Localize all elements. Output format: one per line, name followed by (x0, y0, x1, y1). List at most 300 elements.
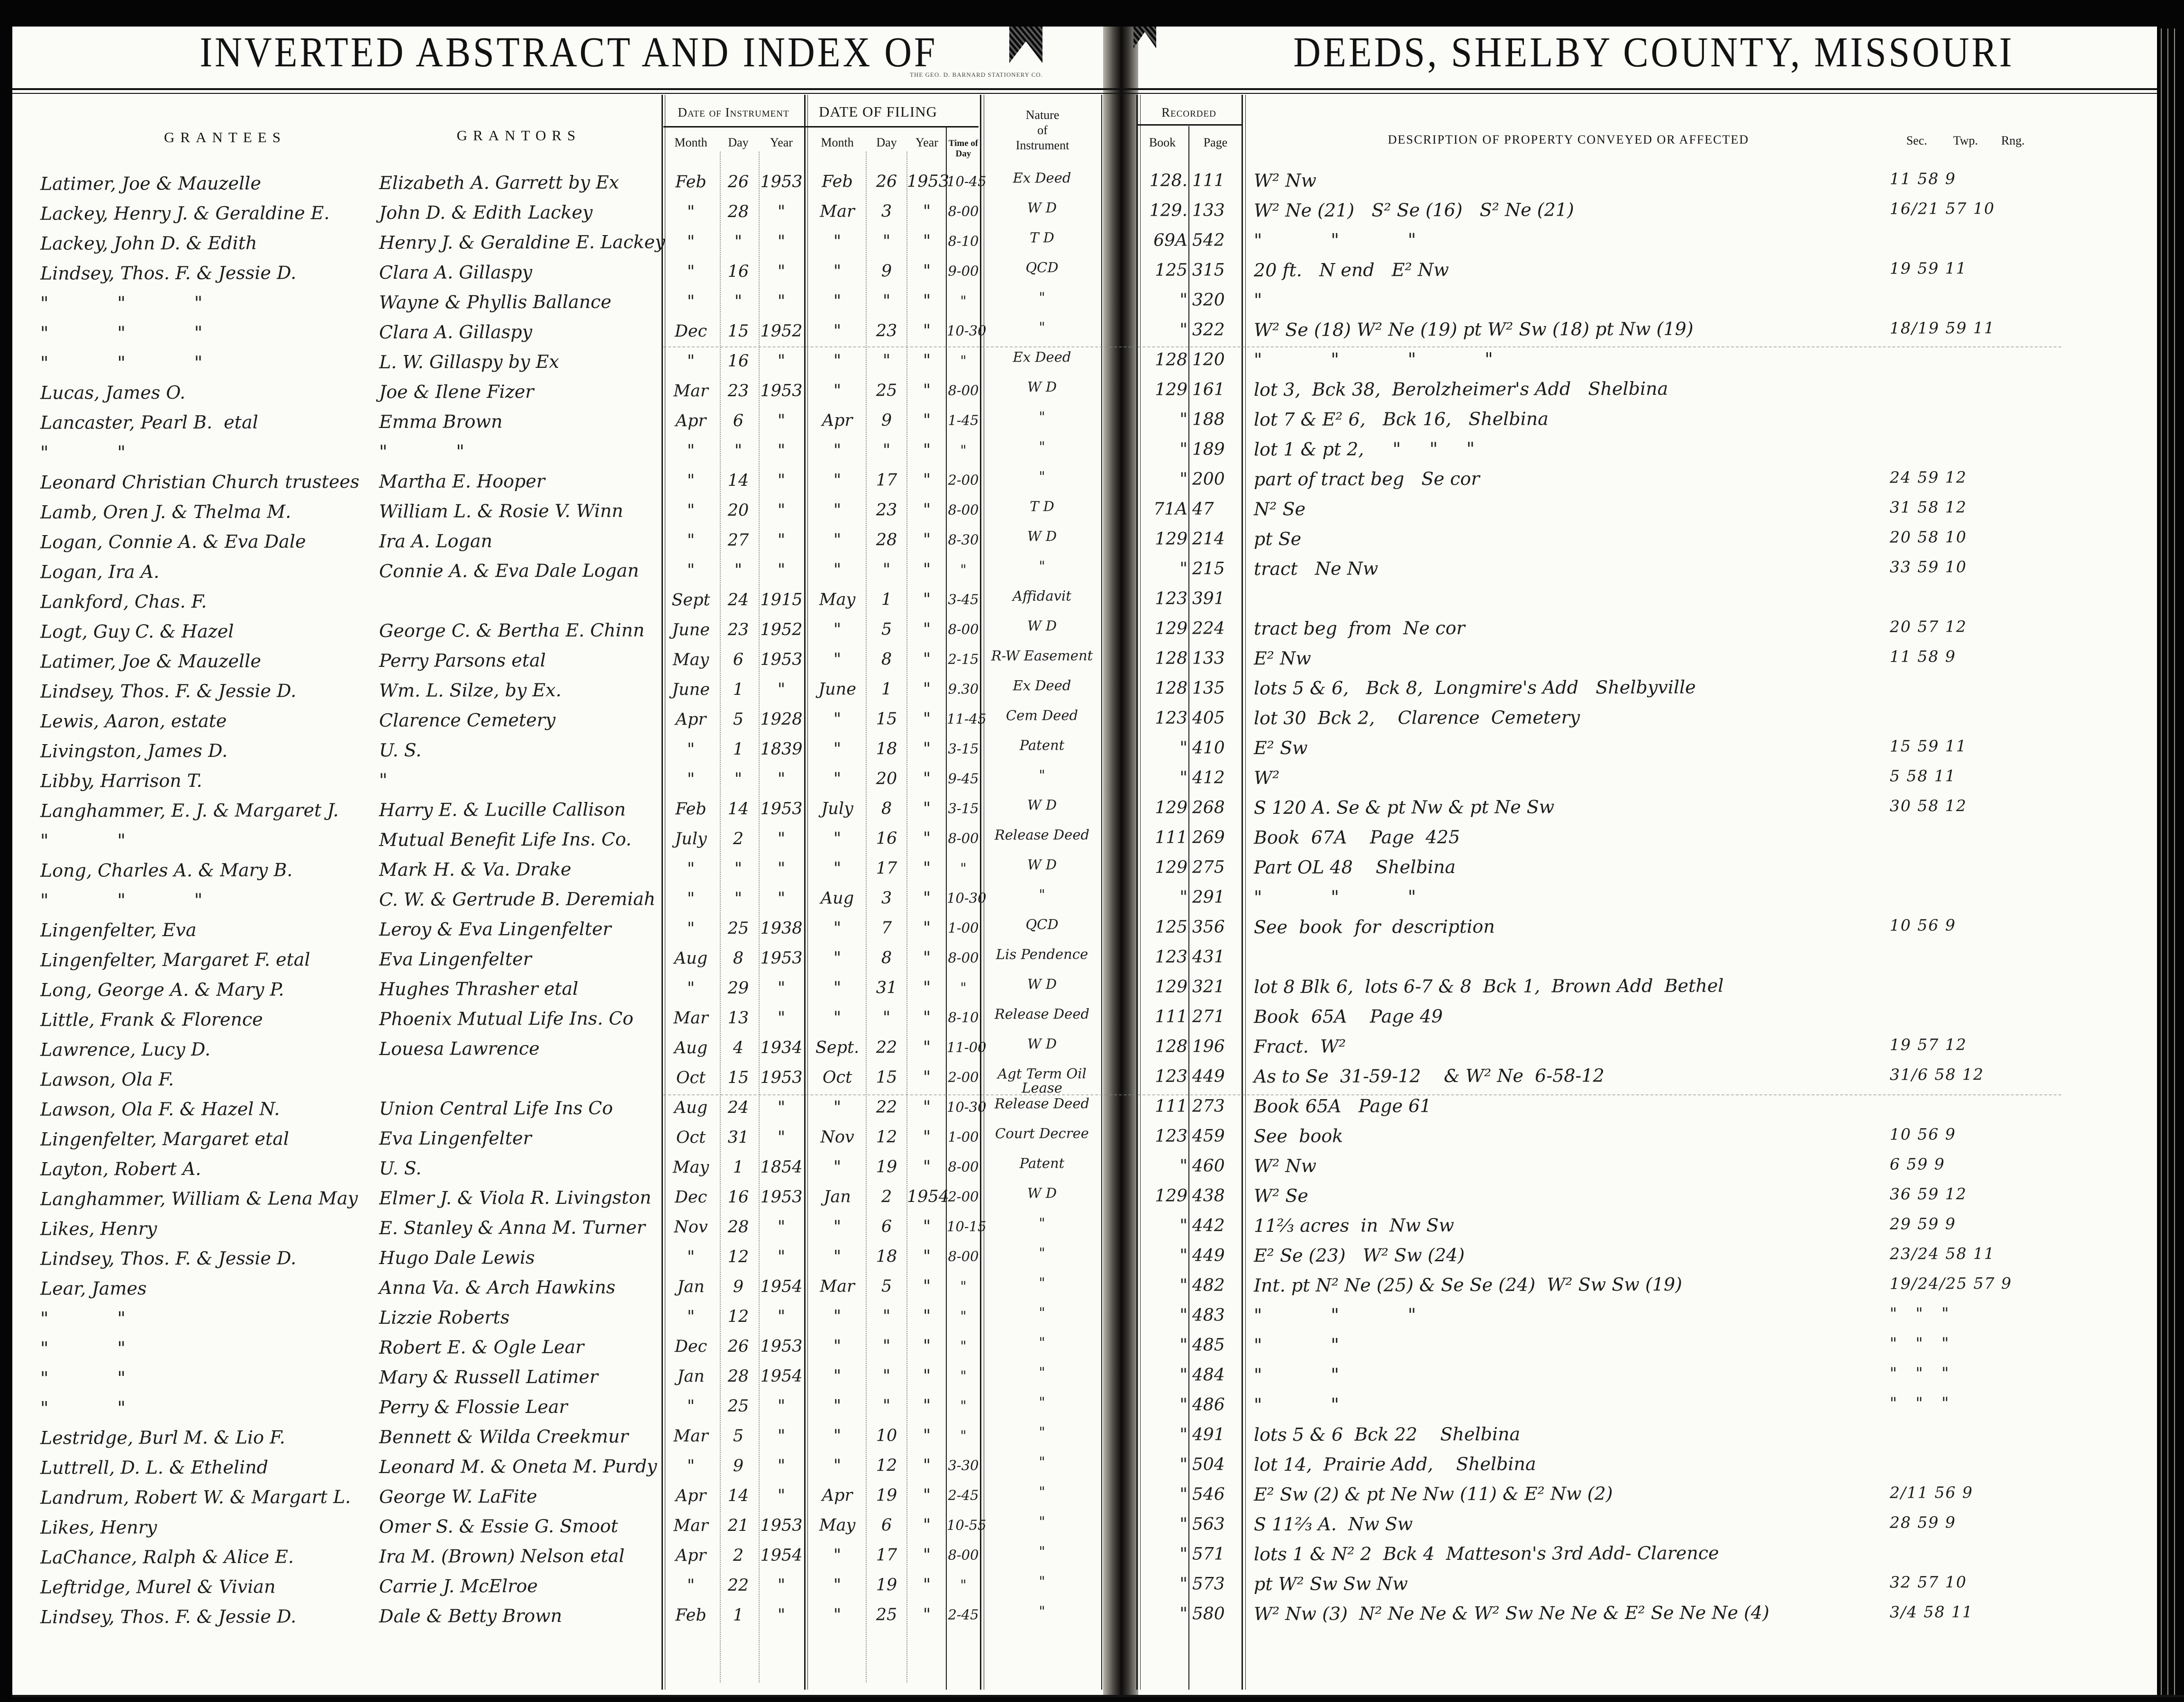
cell-inst_month: " (687, 471, 695, 491)
cell-inst_month: Mar (673, 1009, 708, 1028)
cell-file_month: " (833, 1546, 842, 1565)
ledger-row (0, 164, 2184, 200)
scan-border-top (0, 0, 2184, 27)
cell-page: 580 (1192, 1604, 1225, 1624)
cell-inst_day: 15 (727, 321, 749, 341)
cell-time_of_day: " (960, 1427, 967, 1444)
cell-sec_twp_rng: 30 58 12 (1889, 796, 1967, 815)
ledger-row (0, 1179, 2184, 1215)
cell-page: 412 (1192, 768, 1225, 788)
cell-inst_month: " (687, 441, 695, 461)
cell-grantee: Libby, Harrison T. (40, 770, 202, 792)
cell-grantee: " " (40, 1338, 126, 1359)
cell-inst_year: " (777, 1128, 786, 1147)
cell-nature_of_instrument: W D (1027, 200, 1057, 216)
cell-grantee: Lingenfelter, Margaret F. etal (40, 949, 310, 971)
cell-inst_year: " (777, 859, 786, 878)
cell-page: 321 (1192, 977, 1225, 997)
ledger-row (0, 970, 2184, 1006)
cell-grantor: Mark H. & Va. Drake (379, 858, 571, 880)
cell-nature_of_instrument: " (1039, 1454, 1045, 1470)
cell-time_of_day: " (960, 1367, 967, 1384)
cell-grantor: Robert E. & Ogle Lear (379, 1336, 584, 1358)
ledger-row (0, 522, 2184, 558)
cell-sec_twp_rng: 23/24 58 11 (1889, 1244, 1995, 1263)
col-header-sec: Sec. (1906, 134, 1928, 147)
cell-grantee: Lindsey, Thos. F. & Jessie D. (40, 262, 297, 284)
cell-grantee: Lancaster, Pearl B. etal (40, 411, 258, 433)
cell-page: 410 (1192, 738, 1225, 758)
cell-inst_day: 2 (733, 829, 744, 848)
ledger-row (0, 373, 2184, 409)
cell-grantee: Leonard Christian Church trustees (40, 471, 360, 493)
ledger-row (0, 224, 2184, 259)
cell-inst_year: 1953 (760, 172, 803, 191)
cell-nature_of_instrument: " (1039, 409, 1045, 425)
cell-grantee: " " " (40, 352, 203, 373)
cell-inst_day: " (734, 859, 743, 878)
cell-file_day: 8 (881, 948, 892, 968)
cell-time_of_day: 2-45 (948, 1487, 979, 1503)
cell-sec_twp_rng: 10 56 9 (1889, 1125, 1957, 1144)
cell-inst_year: " (777, 978, 786, 998)
cell-inst_year: " (777, 1605, 786, 1625)
cell-nature_of_instrument: W D (1027, 1036, 1057, 1052)
cell-inst_year: " (777, 1247, 786, 1266)
cell-grantee: Lucas, James O. (40, 382, 186, 403)
cell-page: 459 (1192, 1126, 1225, 1146)
cell-inst_year: " (777, 1217, 786, 1237)
ledger-row (0, 313, 2184, 349)
ledger-row (0, 1090, 2184, 1125)
cell-inst_day: 9 (733, 1456, 744, 1475)
date-subrule (663, 126, 979, 127)
cell-description: lots 5 & 6 Bck 22 Shelbina (1253, 1423, 1521, 1446)
cell-inst_month: " (687, 1576, 695, 1595)
cell-book: 128 (1155, 350, 1188, 370)
cell-description: " " (1253, 1394, 1339, 1416)
cell-inst_year: " (777, 1486, 786, 1505)
cell-inst_year: " (777, 351, 786, 371)
cell-time_of_day: " (960, 352, 967, 369)
cell-file_month: " (833, 530, 842, 550)
cell-inst_day: 6 (733, 411, 744, 430)
cell-time_of_day: " (960, 979, 967, 996)
ledger-row (0, 1329, 2184, 1364)
cell-grantor: William L. & Rosie V. Winn (379, 500, 624, 522)
cell-description: Book 65A Page 49 (1253, 1006, 1443, 1028)
cell-grantor: Eva Lingenfelter (379, 1128, 532, 1149)
cell-nature_of_instrument: W D (1027, 976, 1057, 992)
ledger-row (0, 881, 2184, 916)
cell-book: 123 (1155, 1066, 1188, 1086)
cell-inst_year: " (777, 291, 786, 311)
cell-file_year: " (923, 858, 931, 878)
cell-inst_month: " (687, 262, 695, 282)
cell-description: lot 3, Bck 38, Berolzheimer's Add Shelbina (1253, 378, 1668, 400)
cell-file_year: " (923, 649, 931, 669)
cell-grantor: Wm. L. Silze, by Ex. (379, 679, 562, 701)
cell-file_month: " (833, 1337, 842, 1356)
cell-file_day: " (882, 1008, 891, 1028)
cell-book: 69A (1153, 230, 1188, 250)
cell-page: 269 (1192, 828, 1225, 847)
cell-time_of_day: 3-15 (948, 800, 979, 817)
cell-inst_year: " (777, 471, 786, 490)
cell-file_month: Apr (822, 1486, 853, 1505)
cell-file_month: " (833, 560, 842, 580)
cell-inst_year: " (777, 1575, 786, 1595)
cell-file_year: " (923, 1426, 931, 1445)
subheader-file-month: Month (821, 136, 854, 149)
cell-inst_month: Oct (676, 1128, 706, 1147)
cell-nature_of_instrument: Court Decree (995, 1125, 1089, 1142)
cell-inst_month: Mar (673, 1427, 708, 1446)
cell-time_of_day: 10-30 (946, 322, 987, 339)
cell-nature_of_instrument: " (1039, 886, 1045, 903)
cell-file_year: " (923, 918, 931, 937)
cell-nature_of_instrument: " (1039, 1513, 1045, 1530)
cell-inst_month: Mar (673, 1516, 708, 1536)
cell-description: W² Se (1253, 1185, 1308, 1207)
cell-file_day: 3 (881, 202, 892, 221)
ledger-row (0, 1538, 2184, 1573)
cell-file_year: " (923, 1545, 931, 1565)
cell-inst_day: 27 (727, 530, 749, 550)
header-rule (12, 88, 2157, 90)
cell-sec_twp_rng: 28 59 9 (1889, 1513, 1957, 1532)
cell-time_of_day: " (960, 1576, 967, 1593)
cell-grantee: Likes, Henry (40, 1218, 157, 1239)
cell-inst_day: 8 (733, 948, 744, 968)
cell-sec_twp_rng: " " " (1889, 1393, 1950, 1412)
cell-inst_day: 26 (727, 1337, 749, 1356)
cell-file_day: 25 (876, 381, 897, 400)
cell-grantor: George C. & Bertha E. Chinn (379, 619, 645, 641)
cell-page: 189 (1192, 439, 1225, 459)
cell-file_month: " (833, 1396, 842, 1416)
ledger-row (0, 1269, 2184, 1304)
cell-time_of_day: 9-45 (948, 770, 979, 787)
cell-inst_month: Dec (674, 1188, 707, 1207)
ledger-row (0, 433, 2184, 468)
cell-page: 271 (1192, 1007, 1225, 1027)
cell-inst_year: 1953 (760, 1068, 803, 1087)
cell-inst_day: 12 (727, 1247, 749, 1267)
cell-inst_year: 1839 (760, 739, 803, 759)
cell-grantee: Little, Frank & Florence (40, 1009, 263, 1030)
cell-file_month: " (833, 1426, 842, 1446)
cell-grantor: John D. & Edith Lackey (379, 201, 593, 223)
cell-inst_day: 15 (727, 1068, 749, 1088)
cell-grantee: Lankford, Chas. F. (40, 591, 207, 612)
cell-grantor: Elizabeth A. Garrett by Ex (379, 172, 619, 193)
cell-description: Book 65A Page 61 (1253, 1095, 1432, 1117)
cell-book: 128. (1149, 171, 1188, 191)
cell-page: 442 (1192, 1216, 1225, 1236)
cell-sec_twp_rng: " " " (1889, 1334, 1950, 1353)
cell-file_day: 5 (881, 1277, 892, 1296)
cell-nature_of_instrument: " (1039, 1334, 1045, 1351)
cell-book: " (1179, 1574, 1188, 1594)
ledger-row (0, 403, 2184, 438)
cell-time_of_day: " (960, 561, 967, 578)
cell-inst_day: " (734, 769, 743, 789)
cell-description: W² Se (18) W² Ne (19) pt W² Sw (18) pt Nw (19) (1253, 318, 1694, 341)
cell-file_month: " (833, 739, 842, 759)
cell-inst_day: 29 (727, 978, 749, 998)
cell-nature_of_instrument: W D (1027, 797, 1057, 813)
cell-time_of_day: 8-00 (948, 382, 979, 399)
cell-file_month: " (833, 1217, 842, 1237)
cell-file_month: Mar (820, 202, 855, 221)
cell-inst_year: 1928 (760, 710, 803, 729)
cell-page: 135 (1192, 678, 1225, 698)
cell-inst_month: Aug (674, 1098, 708, 1118)
cell-nature_of_instrument: Agt Term Oil Lease (997, 1065, 1087, 1096)
cell-grantor: Phoenix Mutual Life Ins. Co (379, 1008, 634, 1029)
cell-file_year: " (923, 1306, 931, 1326)
cell-book: 128 (1155, 648, 1188, 668)
cell-grantor: Omer S. & Essie G. Smoot (379, 1515, 618, 1537)
cell-inst_month: Oct (676, 1068, 706, 1088)
cell-inst_day: 28 (727, 202, 749, 222)
cell-inst_month: Sept (671, 591, 710, 610)
cell-file_month: Sept. (815, 1038, 860, 1057)
ledger-row (0, 1358, 2184, 1394)
col-header-twp: Twp. (1953, 134, 1978, 147)
cell-file_month: " (833, 232, 842, 251)
cell-time_of_day: 8-00 (948, 949, 979, 966)
cell-inst_year: 1954 (760, 1546, 803, 1565)
cell-nature_of_instrument: Patent (1019, 737, 1065, 754)
cell-file_year: " (923, 1217, 931, 1236)
cell-inst_year: 1953 (760, 1516, 803, 1535)
cell-book: " (1179, 1246, 1188, 1265)
cell-file_month: " (833, 859, 842, 878)
ledger-row (0, 761, 2184, 797)
col-header-grantees: GRANTEES (164, 129, 286, 146)
cell-time_of_day: 8-00 (948, 830, 979, 846)
subheader-inst-year: Year (770, 136, 793, 149)
cell-file_year: " (923, 948, 931, 967)
cell-time_of_day: 1-45 (948, 412, 979, 428)
cell-inst_year: 1854 (760, 1157, 803, 1177)
cell-page: 315 (1192, 260, 1225, 280)
cell-inst_day: " (734, 291, 743, 311)
cell-file_month: " (833, 978, 842, 998)
cell-inst_day: 13 (727, 1008, 749, 1028)
cell-description: E² Nw (1253, 647, 1311, 669)
cell-inst_month: " (687, 501, 695, 520)
cell-description: See book (1253, 1125, 1343, 1147)
cell-nature_of_instrument: " (1039, 1304, 1045, 1321)
subheader-file-year: Year (915, 136, 938, 149)
cell-inst_month: Feb (675, 1606, 707, 1625)
cell-file_day: " (882, 1366, 891, 1386)
ledger-row (0, 1149, 2184, 1185)
cell-file_year: " (923, 201, 931, 221)
cell-book: " (1179, 738, 1188, 758)
cell-grantee: " " (40, 1367, 126, 1389)
cell-nature_of_instrument: " (1039, 558, 1045, 574)
cell-description: " (1253, 290, 1262, 311)
cell-file_year: " (923, 1247, 931, 1266)
cell-grantor: Mary & Russell Latimer (379, 1366, 598, 1388)
cell-inst_day: 16 (727, 351, 749, 371)
cell-file_month: " (833, 710, 842, 729)
ledger-row (0, 701, 2184, 737)
cell-file_year: " (923, 231, 931, 251)
cell-book: " (1179, 559, 1188, 579)
cell-time_of_day: " (960, 1278, 967, 1294)
subheader-time-of-day: Time of Day (948, 138, 979, 159)
cell-grantee: Landrum, Robert W. & Margart L. (40, 1486, 351, 1508)
cell-time_of_day: 2-00 (948, 1069, 979, 1085)
cell-sec_twp_rng: " " " (1889, 1364, 1950, 1383)
cell-book: " (1179, 1484, 1188, 1504)
cell-inst_month: Jan (677, 1367, 705, 1386)
page-title-left: INVERTED ABSTRACT AND INDEX OF (199, 29, 938, 76)
cell-inst_year: " (777, 1426, 786, 1446)
cell-sec_twp_rng: 36 59 12 (1889, 1184, 1967, 1203)
cell-description: W² Nw (1253, 170, 1317, 191)
cell-file_year: " (923, 261, 931, 281)
cell-nature_of_instrument: " (1039, 1484, 1045, 1500)
cell-inst_day: " (734, 441, 743, 460)
cell-description: " " (1253, 1334, 1339, 1356)
cell-grantee: Lindsey, Thos. F. & Jessie D. (40, 1247, 297, 1269)
cell-book: 129 (1155, 619, 1188, 638)
ledger-row (0, 1060, 2184, 1095)
cell-time_of_day: " (960, 1397, 967, 1414)
cell-file_month: " (833, 919, 842, 938)
cell-page: 491 (1192, 1425, 1225, 1445)
cell-time_of_day: 1-00 (948, 1129, 979, 1145)
cell-inst_day: 24 (727, 1098, 749, 1118)
cell-description: part of tract beg Se cor (1253, 468, 1480, 490)
cell-file_day: 15 (876, 710, 897, 729)
ledger-row (0, 254, 2184, 289)
cell-book: 123 (1155, 947, 1188, 967)
subheader-file-day: Day (876, 136, 897, 149)
cell-nature_of_instrument: " (1039, 438, 1045, 455)
cell-inst_day: 5 (733, 710, 744, 729)
cell-inst_year: " (777, 1456, 786, 1475)
cell-inst_day: 28 (727, 1217, 749, 1237)
cell-book: 123 (1155, 589, 1188, 609)
cell-description: lots 1 & N² 2 Bck 4 Matteson's 3rd Add- Clarence (1253, 1542, 1719, 1565)
cell-inst_day: 14 (727, 471, 749, 491)
cell-inst_month: " (687, 561, 695, 580)
ledger-row (0, 283, 2184, 319)
cell-page: 161 (1192, 380, 1225, 400)
cell-book: 129 (1155, 529, 1188, 549)
cell-sec_twp_rng: 15 59 11 (1889, 737, 1967, 755)
cell-file_year: " (923, 1515, 931, 1535)
cell-file_year: " (923, 978, 931, 997)
page-title-right: DEEDS, SHELBY COUNTY, MISSOURI (1293, 29, 2014, 76)
cell-book: " (1179, 1455, 1188, 1474)
cell-file_year: " (923, 1396, 931, 1415)
cell-description: E² Sw (1253, 737, 1308, 759)
cell-grantee: Lindsey, Thos. F. & Jessie D. (40, 680, 297, 702)
cell-file_year: " (923, 1456, 931, 1475)
cell-grantee: Langhammer, E. J. & Margaret J. (40, 800, 339, 821)
cell-description: W² Ne (21) S² Se (16) S² Ne (21) (1253, 199, 1574, 221)
cell-sec_twp_rng: 31/6 58 12 (1889, 1065, 1985, 1084)
cell-file_month: July (821, 799, 853, 819)
ledger-row (0, 731, 2184, 767)
ledger-row (0, 910, 2184, 946)
cell-sec_twp_rng: 11 58 9 (1889, 647, 1957, 666)
cell-file_year: " (923, 560, 931, 579)
cell-grantor: " (379, 769, 388, 791)
cell-grantor: Anna Va. & Arch Hawkins (379, 1276, 616, 1298)
cell-time_of_day: 1-00 (948, 919, 979, 936)
cell-grantee: Latimer, Joe & Mauzelle (40, 650, 261, 672)
cell-inst_day: 25 (727, 919, 749, 938)
cell-grantee: " " " (40, 292, 203, 314)
cell-file_year: " (923, 1336, 931, 1356)
cell-file_month: May (819, 1516, 856, 1535)
cell-page: 486 (1192, 1395, 1225, 1415)
cell-description: lot 30 Bck 2, Clarence Cemetery (1253, 707, 1580, 729)
cell-inst_month: July (675, 829, 707, 849)
printer-plate-text: THE GEO. D. BARNARD STATIONERY CO. (910, 71, 1043, 78)
cell-page: 120 (1192, 350, 1225, 370)
cell-inst_day: 1 (733, 739, 744, 759)
cell-file_year: " (923, 1575, 931, 1594)
cell-grantor: E. Stanley & Anna M. Turner (379, 1217, 645, 1238)
cell-file_day: 18 (876, 739, 897, 759)
cell-file_month: May (819, 590, 856, 610)
subheader-page: Page (1203, 136, 1228, 149)
cell-description: Int. pt N² Ne (25) & Se Se (24) W² Sw Sw (19) (1253, 1274, 1683, 1296)
cell-inst_month: " (687, 1307, 695, 1327)
cell-page: 460 (1192, 1156, 1225, 1176)
cell-nature_of_instrument: " (1039, 289, 1045, 306)
cell-time_of_day: 9-00 (948, 263, 979, 279)
cell-nature_of_instrument: T D (1030, 229, 1054, 246)
cell-book: " (1179, 887, 1188, 907)
cell-page: 196 (1192, 1037, 1225, 1056)
cell-inst_month: Nov (674, 1218, 708, 1237)
cell-page: 438 (1192, 1186, 1225, 1206)
cell-sec_twp_rng: 19/24/25 57 9 (1889, 1274, 2012, 1293)
cell-inst_day: 23 (727, 620, 749, 640)
cell-book: 111 (1155, 1007, 1188, 1027)
cell-nature_of_instrument: Ex Deed (1013, 677, 1071, 694)
cell-grantor: " " (379, 441, 464, 462)
cell-time_of_day: 10-30 (946, 890, 987, 906)
cell-time_of_day: 11-00 (946, 1039, 987, 1056)
cell-file_month: " (833, 948, 842, 968)
cell-sec_twp_rng: 2/11 56 9 (1889, 1483, 1974, 1502)
cell-sec_twp_rng: 19 59 11 (1889, 259, 1967, 278)
cell-inst_month: Jan (677, 1277, 705, 1297)
cell-file_year: " (923, 769, 931, 788)
cell-inst_day: 9 (733, 1277, 744, 1296)
cell-inst_day: 14 (727, 799, 749, 819)
cell-book: " (1179, 290, 1188, 310)
ledger-row (0, 1388, 2184, 1424)
cell-nature_of_instrument: W D (1027, 618, 1057, 634)
cell-page: 449 (1192, 1066, 1225, 1086)
cell-file_day: 17 (876, 859, 897, 878)
cell-description: " " " (1253, 1304, 1416, 1326)
cell-sec_twp_rng: 6 59 9 (1889, 1155, 1946, 1174)
